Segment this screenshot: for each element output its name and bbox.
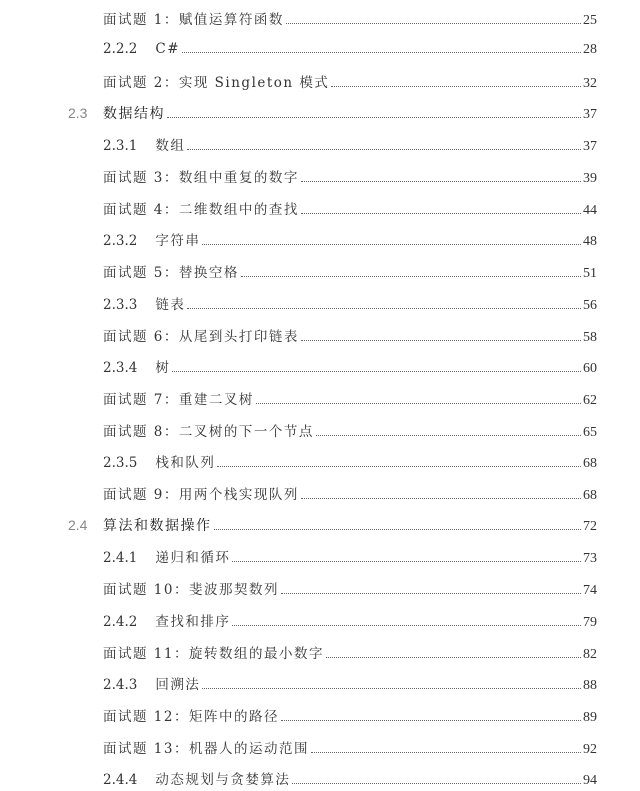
dot-leader [256, 403, 581, 404]
dot-leader [281, 593, 581, 594]
entry-title: C# [155, 41, 181, 58]
toc-entry[interactable] [0, 608, 640, 632]
entry-line [103, 325, 597, 346]
entry-title: 面试题 1：赋值运算符函数 [103, 11, 284, 28]
entry-line [103, 705, 597, 726]
entry-title: 动态规划与贪婪算法 [155, 772, 291, 789]
page-number: 88 [583, 678, 597, 694]
entry-title: 面试题 12：矩阵中的路径 [103, 708, 279, 725]
entry-title: 数据结构 [103, 106, 165, 123]
toc-entry[interactable] [0, 355, 640, 379]
entry-line [103, 134, 597, 155]
dot-leader [301, 213, 581, 214]
entry-line [103, 8, 597, 29]
entry-title: 数组 [155, 138, 186, 155]
entry-title: 面试题 7：重建二叉树 [103, 391, 254, 408]
dot-leader [217, 466, 581, 467]
dot-leader [301, 181, 581, 182]
entry-line [103, 578, 597, 599]
dot-leader [232, 561, 581, 562]
page-number: 58 [583, 329, 597, 345]
toc-entry[interactable] [0, 386, 640, 410]
entry-line [103, 610, 597, 631]
dot-leader [202, 688, 581, 689]
section-number: 2.4.2 [103, 613, 138, 630]
dot-leader [281, 720, 581, 721]
entry-title: 算法和数据操作 [103, 518, 212, 535]
entry-line [103, 768, 597, 789]
toc-entry[interactable] [0, 6, 640, 30]
toc-entry[interactable] [0, 260, 640, 284]
section-number: 2.3.3 [103, 296, 138, 313]
toc-entry[interactable] [0, 38, 640, 62]
dot-leader [316, 435, 581, 436]
entry-title: 面试题 6：从尾到头打印链表 [103, 328, 299, 345]
toc-entry[interactable] [0, 133, 640, 157]
toc-entry[interactable] [0, 101, 640, 125]
toc-entry[interactable] [0, 196, 640, 220]
dot-leader [301, 340, 581, 341]
entry-title: 回溯法 [155, 677, 201, 694]
entry-line [103, 229, 597, 250]
page-number: 60 [583, 361, 597, 377]
page-number: 73 [583, 551, 597, 567]
toc-entry[interactable] [0, 418, 640, 442]
entry-line [103, 41, 597, 58]
page-number: 62 [583, 392, 597, 408]
entry-line [103, 356, 597, 377]
entry-line [103, 198, 597, 219]
toc-entry[interactable] [0, 513, 640, 537]
page-number: 44 [583, 202, 597, 218]
page-number: 51 [583, 266, 597, 282]
section-number: 2.4.1 [103, 550, 138, 567]
entry-line [103, 388, 597, 409]
entry-line [103, 71, 597, 92]
page-number: 56 [583, 297, 597, 313]
page-number: 94 [583, 773, 597, 789]
toc-entry[interactable] [0, 767, 640, 791]
toc-entry[interactable] [0, 450, 640, 474]
section-number: 2.3.4 [103, 360, 138, 377]
toc-entry[interactable] [0, 482, 640, 506]
section-number: 2.3 [68, 105, 88, 122]
page-number: 37 [583, 107, 597, 123]
entry-line [103, 515, 597, 535]
page-number: 28 [583, 42, 597, 58]
toc-entry[interactable] [0, 69, 640, 93]
toc-entry[interactable] [0, 735, 640, 759]
section-number: 2.4.3 [103, 677, 138, 694]
dot-leader [331, 86, 581, 87]
entry-title: 面试题 4：二维数组中的查找 [103, 201, 299, 218]
entry-title: 面试题 11：旋转数组的最小数字 [103, 645, 324, 662]
dot-leader [182, 52, 581, 53]
dot-leader [232, 625, 581, 626]
section-number: 2.4 [68, 517, 88, 534]
section-number: 2.3.5 [103, 455, 138, 472]
toc-entry[interactable] [0, 640, 640, 664]
entry-title: 查找和排序 [155, 613, 231, 630]
entry-title: 面试题 13：机器人的运动范围 [103, 740, 309, 757]
toc-entry[interactable] [0, 291, 640, 315]
dot-leader [301, 498, 581, 499]
dot-leader [187, 308, 581, 309]
entry-title: 面试题 10：斐波那契数列 [103, 582, 279, 599]
section-number: 2.4.4 [103, 772, 138, 789]
page-number: 39 [583, 171, 597, 186]
entry-title: 树 [155, 360, 171, 377]
dot-leader [187, 149, 581, 150]
page-number: 68 [583, 456, 597, 472]
entry-title: 递归和循环 [155, 550, 231, 567]
section-number: 2.2.2 [103, 41, 138, 58]
dot-leader [326, 657, 581, 658]
page-number: 25 [583, 12, 597, 28]
dot-leader [167, 117, 581, 118]
dot-leader [241, 276, 581, 277]
entry-title: 面试题 5：替换空格 [103, 265, 239, 282]
toc-entry[interactable] [0, 545, 640, 569]
dot-leader [311, 752, 581, 753]
page-number: 79 [583, 614, 597, 630]
toc-entry[interactable] [0, 577, 640, 601]
entry-line [103, 420, 597, 441]
entry-title: 面试题 3：数组中重复的数字 [103, 170, 299, 186]
section-number: 2.3.1 [103, 138, 138, 155]
page-number: 74 [583, 583, 597, 599]
page-number: 37 [583, 139, 597, 155]
toc-entry[interactable] [0, 165, 640, 189]
entry-title: 面试题 2：实现 Singleton 模式 [103, 74, 330, 91]
entry-line [103, 483, 597, 504]
page-number: 72 [583, 519, 597, 535]
page-number: 48 [583, 234, 597, 250]
entry-line [103, 673, 597, 694]
dot-leader [286, 23, 581, 24]
page-number: 92 [583, 741, 597, 757]
entry-title: 字符串 [155, 233, 201, 250]
dot-leader [172, 371, 581, 372]
entry-title: 面试题 9：用两个栈实现队列 [103, 487, 299, 503]
entry-title: 栈和队列 [155, 455, 216, 472]
entry-line [103, 451, 597, 472]
entry-line [103, 546, 597, 567]
page-number: 89 [583, 709, 597, 725]
dot-leader [202, 244, 581, 245]
toc-entry[interactable] [0, 703, 640, 727]
entry-line [103, 261, 597, 282]
toc-entry[interactable] [0, 672, 640, 696]
entry-line [103, 642, 597, 663]
page-number: 68 [583, 488, 597, 503]
dot-leader [214, 529, 582, 530]
page-number: 65 [583, 424, 597, 440]
page-number: 82 [583, 646, 597, 662]
entry-line [103, 103, 597, 123]
entry-title: 面试题 8：二叉树的下一个节点 [103, 423, 314, 440]
entry-line [103, 293, 597, 314]
page-number: 32 [583, 75, 597, 91]
entry-line [103, 737, 597, 758]
entry-title: 链表 [155, 296, 186, 313]
toc-entry[interactable] [0, 228, 640, 252]
entry-line [103, 166, 597, 187]
toc-entry[interactable] [0, 323, 640, 347]
section-number: 2.3.2 [103, 233, 138, 250]
